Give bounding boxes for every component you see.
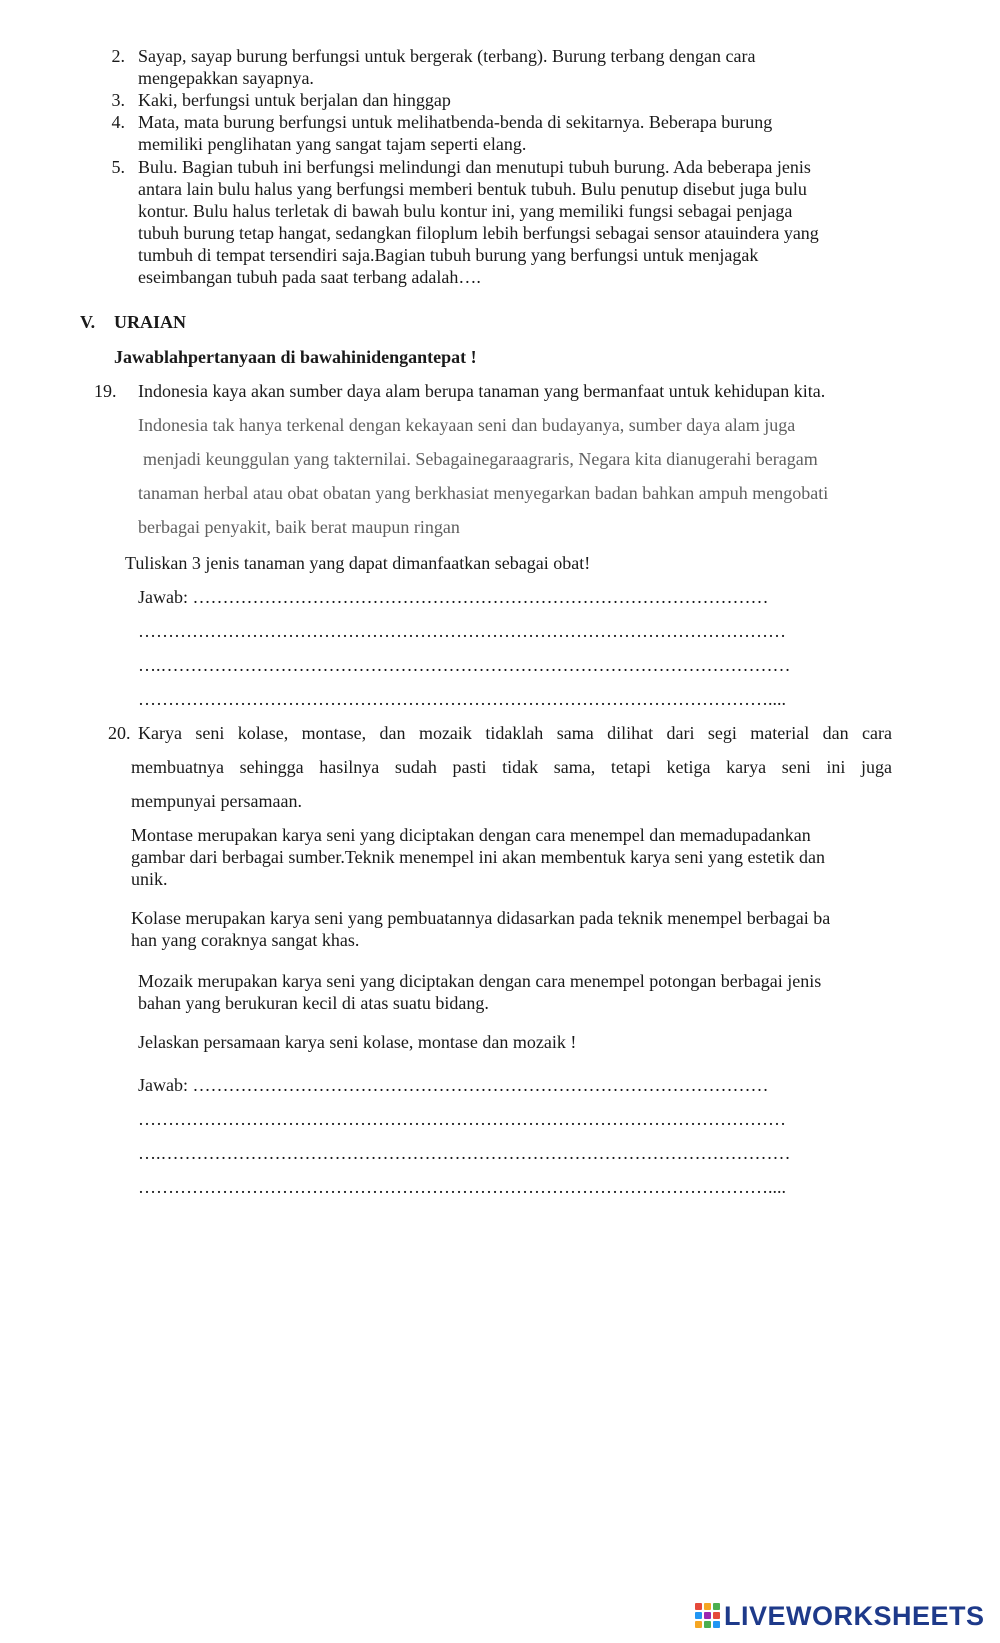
list-item-text: antara lain bulu halus yang berfungsi memberi bentuk tubuh. Bulu penutup disebut juga bulu: [138, 179, 807, 199]
list-item-text: Bulu. Bagian tubuh ini berfungsi melindungi dan menutupi tubuh burung. Ada beberapa jenis: [138, 157, 811, 177]
list-item-text: Mata, mata burung berfungsi untuk melihatbenda-benda di sekitarnya. Beberapa burung: [138, 112, 773, 132]
passage-text: Indonesia tak hanya terkenal dengan kekayaan seni dan budayanya, sumber daya alam juga: [138, 415, 796, 435]
answer-line[interactable]: Jawab: ……………………………………………………………………………………: [138, 1075, 769, 1095]
answer-line[interactable]: ….……………………………………………………………………………………………: [138, 1143, 791, 1163]
answer-line[interactable]: Jawab: ……………………………………………………………………………………: [138, 587, 769, 607]
list-item-text: kontur. Bulu halus terletak di bawah bulu kontur ini, yang memiliki fungsi sebagai penjaga: [138, 201, 793, 221]
list-number: 5.: [111, 157, 125, 177]
question-text: mempunyai persamaan.: [131, 791, 302, 811]
logo-grid-icon: [695, 1603, 721, 1629]
definition-text: gambar dari berbagai sumber.Teknik menempel ini akan membentuk karya seni yang estetik dan: [131, 847, 826, 867]
passage-text: tanaman herbal atau obat obatan yang berkhasiat menyegarkan badan bahkan ampuh mengobati: [138, 483, 829, 503]
logo-square: [704, 1621, 711, 1628]
definition-text: bahan yang berukuran kecil di atas suatu bidang.: [138, 993, 489, 1013]
question-task: Jelaskan persamaan karya seni kolase, montase dan mozaik !: [138, 1032, 577, 1052]
list-item-text: tubuh burung tetap hangat, sedangkan filoplum lebih berfungsi sebagai sensor atauindera yang: [138, 223, 819, 243]
definition-text: han yang coraknya sangat khas.: [131, 930, 360, 950]
list-number: 4.: [111, 112, 125, 132]
logo-square: [704, 1603, 711, 1610]
answer-line[interactable]: ……………………………………………………………………………………………....: [138, 689, 786, 709]
passage-text: menjadi keunggulan yang takternilai. Sebagainegaraagraris, Negara kita dianugerahi beragam: [143, 449, 818, 469]
answer-line[interactable]: ………………………………………………………………………………………………: [138, 1109, 786, 1129]
question-text: Karya seni kolase, montase, dan mozaik tidaklah sama dilihat dari segi material dan cara: [138, 723, 892, 743]
question-text: membuatnya sehingga hasilnya sudah pasti tidak sama, tetapi ketiga karya seni ini juga: [131, 757, 892, 777]
definition-text: unik.: [131, 869, 168, 889]
section-instruction: Jawablahpertanyaan di bawahinidengantepat !: [114, 347, 477, 367]
logo-square: [695, 1603, 702, 1610]
logo-square: [695, 1621, 702, 1628]
logo-square: [713, 1621, 720, 1628]
list-item-text: Sayap, sayap burung berfungsi untuk bergerak (terbang). Burung terbang dengan cara: [138, 46, 756, 66]
logo-square: [695, 1612, 702, 1619]
question-text: Indonesia kaya akan sumber daya alam berupa tanaman yang bermanfaat untuk kehidupan kita.: [138, 381, 826, 401]
question-number: 20.: [108, 723, 131, 743]
logo-text: LIVEWORKSHEETS: [724, 1600, 985, 1631]
logo-square: [713, 1603, 720, 1610]
passage-text: berbagai penyakit, baik berat maupun ringan: [138, 517, 460, 537]
definition-text: Mozaik merupakan karya seni yang diciptakan dengan cara menempel potongan berbagai jenis: [138, 971, 822, 991]
list-item-text: eseimbangan tubuh pada saat terbang adalah….: [138, 267, 481, 287]
question-number: 19.: [94, 381, 117, 401]
section-numeral: V.: [80, 312, 96, 332]
list-number: 2.: [111, 46, 125, 66]
answer-line[interactable]: ….……………………………………………………………………………………………: [138, 655, 791, 675]
answer-line[interactable]: ……………………………………………………………………………………………....: [138, 1177, 786, 1197]
question-task: Tuliskan 3 jenis tanaman yang dapat dimanfaatkan sebagai obat!: [125, 553, 591, 573]
liveworksheets-logo: [695, 1599, 985, 1633]
list-item-text: Kaki, berfungsi untuk berjalan dan hinggap: [138, 90, 451, 110]
list-number: 3.: [111, 90, 125, 110]
list-item-text: mengepakkan sayapnya.: [138, 68, 314, 88]
list-item-text: tumbuh di tempat tersendiri saja.Bagian tubuh burung yang berfungsi untuk menjagak: [138, 245, 759, 265]
definition-text: Kolase merupakan karya seni yang pembuatannya didasarkan pada teknik menempel berbagai ba: [131, 908, 831, 928]
section-title: URAIAN: [114, 312, 186, 332]
answer-line[interactable]: ………………………………………………………………………………………………: [138, 621, 786, 641]
list-item-text: memiliki penglihatan yang sangat tajam seperti elang.: [138, 134, 527, 154]
logo-square: [704, 1612, 711, 1619]
definition-text: Montase merupakan karya seni yang diciptakan dengan cara menempel dan memadupadankan: [131, 825, 811, 845]
logo-square: [713, 1612, 720, 1619]
